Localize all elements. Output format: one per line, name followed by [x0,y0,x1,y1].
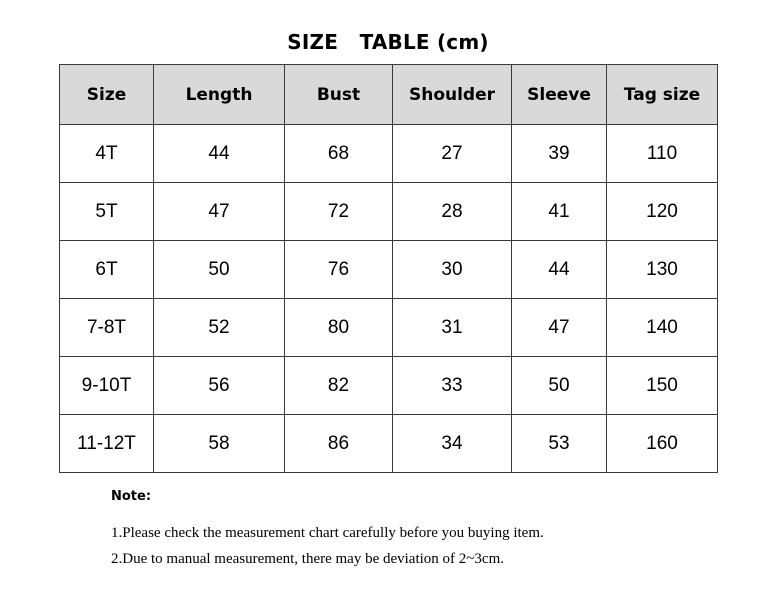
table-row [60,241,718,299]
cell-shoulder: 30 [393,241,512,299]
cell-length: 44 [154,125,285,183]
cell-bust: 68 [285,125,393,183]
cell-bust: 86 [285,415,393,473]
table-row [60,415,718,473]
cell-length: 52 [154,299,285,357]
cell-bust: 80 [285,299,393,357]
cell-sleeve: 44 [512,241,607,299]
note-line-check-chart: 1.Please check the measurement chart carefully before you buying item. [111,525,544,541]
column-header-tag-size: Tag size [607,65,718,125]
column-header-sleeve: Sleeve [512,65,607,125]
cell-size: 5T [60,183,154,241]
cell-sleeve: 39 [512,125,607,183]
column-header-length: Length [154,65,285,125]
cell-tag-size: 140 [607,299,718,357]
note-label: Note: [111,489,152,504]
column-header-bust: Bust [285,65,393,125]
column-header-shoulder: Shoulder [393,65,512,125]
cell-shoulder: 31 [393,299,512,357]
page-title: SIZE TABLE (cm) [287,30,489,54]
cell-length: 56 [154,357,285,415]
cell-size: 11-12T [60,415,154,473]
table-row [60,125,718,183]
cell-size: 9-10T [60,357,154,415]
cell-size: 6T [60,241,154,299]
cell-shoulder: 33 [393,357,512,415]
note-line-deviation: 2.Due to manual measurement, there may be deviation of 2~3cm. [111,551,504,567]
cell-tag-size: 130 [607,241,718,299]
table-row [60,183,718,241]
table-row [60,299,718,357]
cell-sleeve: 50 [512,357,607,415]
cell-size: 7-8T [60,299,154,357]
cell-bust: 82 [285,357,393,415]
column-header-size: Size [60,65,154,125]
cell-tag-size: 110 [607,125,718,183]
cell-tag-size: 160 [607,415,718,473]
cell-size: 4T [60,125,154,183]
size-table [59,64,718,473]
cell-sleeve: 41 [512,183,607,241]
table-header-row [60,65,718,125]
cell-tag-size: 120 [607,183,718,241]
cell-length: 58 [154,415,285,473]
cell-shoulder: 27 [393,125,512,183]
cell-length: 47 [154,183,285,241]
cell-sleeve: 47 [512,299,607,357]
table-row [60,357,718,415]
cell-length: 50 [154,241,285,299]
cell-shoulder: 34 [393,415,512,473]
cell-sleeve: 53 [512,415,607,473]
cell-tag-size: 150 [607,357,718,415]
cell-bust: 72 [285,183,393,241]
cell-shoulder: 28 [393,183,512,241]
cell-bust: 76 [285,241,393,299]
